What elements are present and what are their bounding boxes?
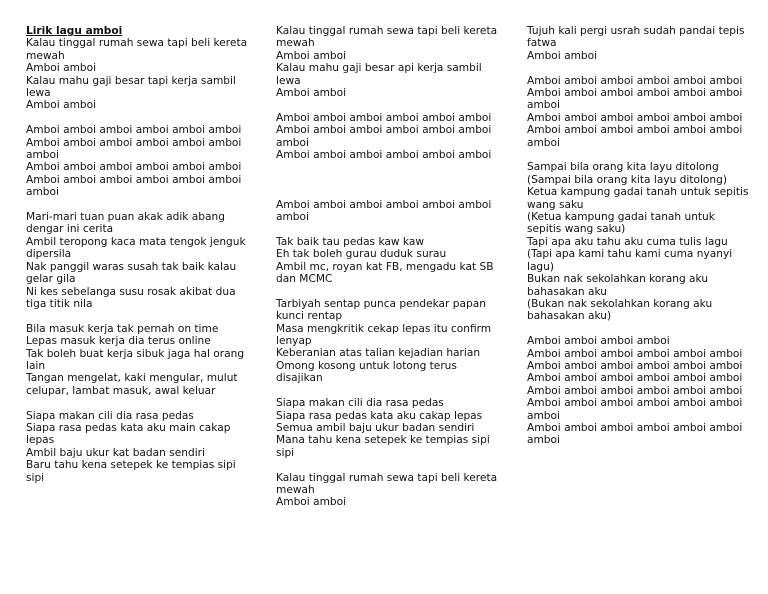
lyric-line: Tujuh kali pergi usrah sudah pandai tepis fatwa bbox=[527, 25, 745, 50]
lyric-line: Amboi amboi amboi amboi bbox=[527, 335, 670, 348]
lyric-line: Amboi amboi bbox=[276, 49, 347, 62]
stanza bbox=[276, 472, 501, 509]
page-title: Lirik lagu amboi bbox=[26, 25, 123, 37]
stanza bbox=[276, 25, 501, 99]
lyric-line: Amboi amboi amboi amboi amboi amboi amboi bbox=[527, 87, 743, 112]
lyric-line: Amboi amboi amboi amboi amboi amboi amboi bbox=[527, 421, 743, 447]
lyric-line: Kalau mahu gaji besar tapi kerja sambil lewa bbox=[26, 74, 236, 100]
stanza bbox=[26, 37, 251, 111]
stanza bbox=[527, 161, 752, 322]
lyric-line: Amboi amboi bbox=[26, 62, 97, 75]
lyric-line: Amboi amboi amboi amboi amboi amboi bbox=[527, 372, 743, 385]
lyric-line: Lepas masuk kerja dia terus online bbox=[26, 335, 211, 348]
lyrics-column-2 bbox=[276, 25, 501, 509]
lyric-line: Bukan nak sekolahkan korang aku bahasakan aku bbox=[527, 273, 709, 298]
lyric-line: (Ketua kampung gadai tanah untuk sepitis wang saku) bbox=[527, 211, 715, 236]
lyric-line: Tangan mengelat, kaki mengular, mulut celupar, lambat masuk, awal keluar bbox=[26, 372, 238, 397]
lyric-line: Kalau mahu gaji besar api kerja sambil lewa bbox=[276, 62, 482, 87]
lyric-line: (Sampai bila orang kita layu ditolong) bbox=[527, 173, 727, 186]
lyric-line: Amboi amboi amboi amboi amboi amboi amboi bbox=[276, 124, 492, 149]
lyric-line: Amboi amboi amboi amboi amboi amboi bbox=[276, 111, 492, 124]
stanza bbox=[276, 236, 501, 286]
lyric-line: Amboi amboi bbox=[527, 49, 598, 62]
lyric-line: Tak baik tau pedas kaw kaw bbox=[276, 235, 425, 248]
lyric-line: Kalau tinggal rumah sewa tapi beli kereta mewah bbox=[26, 37, 248, 62]
lyric-line: Amboi amboi amboi amboi amboi amboi amboi bbox=[527, 124, 743, 149]
lyric-line: Amboi amboi amboi amboi amboi amboi bbox=[527, 359, 743, 372]
spacer bbox=[276, 174, 501, 199]
lyric-line: Masa mengkritik cekap lepas itu confirm lenyap bbox=[276, 322, 492, 348]
lyric-line: Amboi amboi amboi amboi amboi amboi bbox=[527, 384, 743, 397]
lyric-line: Tarbiyah sentap punca pendekar papan kunci rentap bbox=[276, 297, 486, 323]
lyric-line: Keberanian atas talian kejadian harian bbox=[276, 347, 481, 360]
lyric-line: (Tapi apa kami tahu kami cuma nyanyi lagu) bbox=[527, 248, 733, 273]
lyric-line: Baru tahu kena setepek ke tempias sipi sipi bbox=[26, 459, 236, 484]
lyric-line: Mari-mari tuan puan akak adik abang dengar ini cerita bbox=[26, 211, 225, 236]
lyric-line: Amboi amboi bbox=[276, 87, 347, 100]
lyric-line: Amboi amboi amboi amboi amboi amboi amboi bbox=[26, 136, 242, 162]
lyric-line: Amboi amboi amboi amboi amboi amboi bbox=[26, 161, 242, 174]
stanza bbox=[26, 410, 251, 484]
lyric-line: Amboi amboi amboi amboi amboi amboi bbox=[26, 124, 242, 137]
stanza bbox=[527, 75, 752, 149]
lyric-line: Amboi amboi amboi amboi amboi amboi amboi bbox=[26, 173, 242, 199]
stanza bbox=[276, 112, 501, 162]
lyric-line: Tapi apa aku tahu aku cuma tulis lagu bbox=[527, 235, 728, 248]
stanza bbox=[26, 323, 251, 397]
stanza bbox=[276, 397, 501, 459]
lyric-line: Tak boleh buat kerja sibuk jaga hal orang lain bbox=[26, 347, 245, 372]
lyric-line: Siapa makan cili dia rasa pedas bbox=[26, 409, 194, 422]
lyric-line: Sampai bila orang kita layu ditolong bbox=[527, 161, 719, 174]
lyric-line: Amboi amboi bbox=[276, 496, 347, 509]
lyric-line: Siapa rasa pedas kata aku main cakap lepas bbox=[26, 421, 231, 447]
lyric-line: Eh tak boleh gurau duduk surau bbox=[276, 248, 447, 261]
lyric-line: (Bukan nak sekolahkan korang aku bahasakan aku) bbox=[527, 297, 713, 323]
lyric-line: Amboi amboi amboi amboi amboi amboi bbox=[527, 111, 743, 124]
lyric-line: Ambil baju ukur kat badan sendiri bbox=[26, 446, 205, 459]
lyric-line: Siapa makan cili dia rasa pedas bbox=[276, 397, 444, 410]
lyric-line: Kalau tinggal rumah sewa tapi beli kereta mewah bbox=[276, 25, 498, 50]
lyric-line: Amboi amboi amboi amboi amboi amboi bbox=[527, 74, 743, 87]
stanza bbox=[527, 335, 752, 447]
lyric-line: Amboi amboi amboi amboi amboi amboi bbox=[527, 347, 743, 360]
lyric-line: Amboi amboi amboi amboi amboi amboi amboi bbox=[276, 198, 492, 224]
lyric-line: Ni kes sebelanga susu rosak akibat dua tiga titik nila bbox=[26, 285, 236, 310]
lyric-line: Ambil mc, royan kat FB, mengadu kat SB dan MCMC bbox=[276, 260, 494, 286]
lyric-line: Amboi amboi amboi amboi amboi amboi amboi bbox=[527, 397, 743, 422]
lyric-line: Nak panggil waras susah tak baik kalau gelar gila bbox=[26, 260, 237, 286]
lyric-line: Omong kosong untuk lotong terus disajikan bbox=[276, 359, 457, 385]
lyric-line: Amboi amboi bbox=[26, 99, 97, 112]
lyric-line: Bila masuk kerja tak pernah on time bbox=[26, 322, 219, 335]
lyric-line: Ketua kampung gadai tanah untuk sepitis wang saku bbox=[527, 186, 749, 211]
lyric-line: Semua ambil baju ukur badan sendiri bbox=[276, 421, 475, 434]
stanza bbox=[26, 124, 251, 198]
stanza bbox=[527, 25, 752, 62]
lyric-line: Ambil teropong kaca mata tengok jenguk dipersila bbox=[26, 235, 246, 261]
lyric-line: Amboi amboi amboi amboi amboi amboi bbox=[276, 149, 492, 162]
lyric-line: Mana tahu kena setepek ke tempias sipi sipi bbox=[276, 434, 490, 459]
lyrics-column-1 bbox=[26, 25, 251, 484]
lyric-line: Siapa rasa pedas kata aku cakap lepas bbox=[276, 409, 483, 422]
lyric-line: Kalau tinggal rumah sewa tapi beli kereta mewah bbox=[276, 471, 498, 496]
lyrics-column-3 bbox=[527, 25, 752, 447]
stanza bbox=[26, 211, 251, 310]
stanza bbox=[276, 199, 501, 224]
stanza bbox=[276, 298, 501, 385]
